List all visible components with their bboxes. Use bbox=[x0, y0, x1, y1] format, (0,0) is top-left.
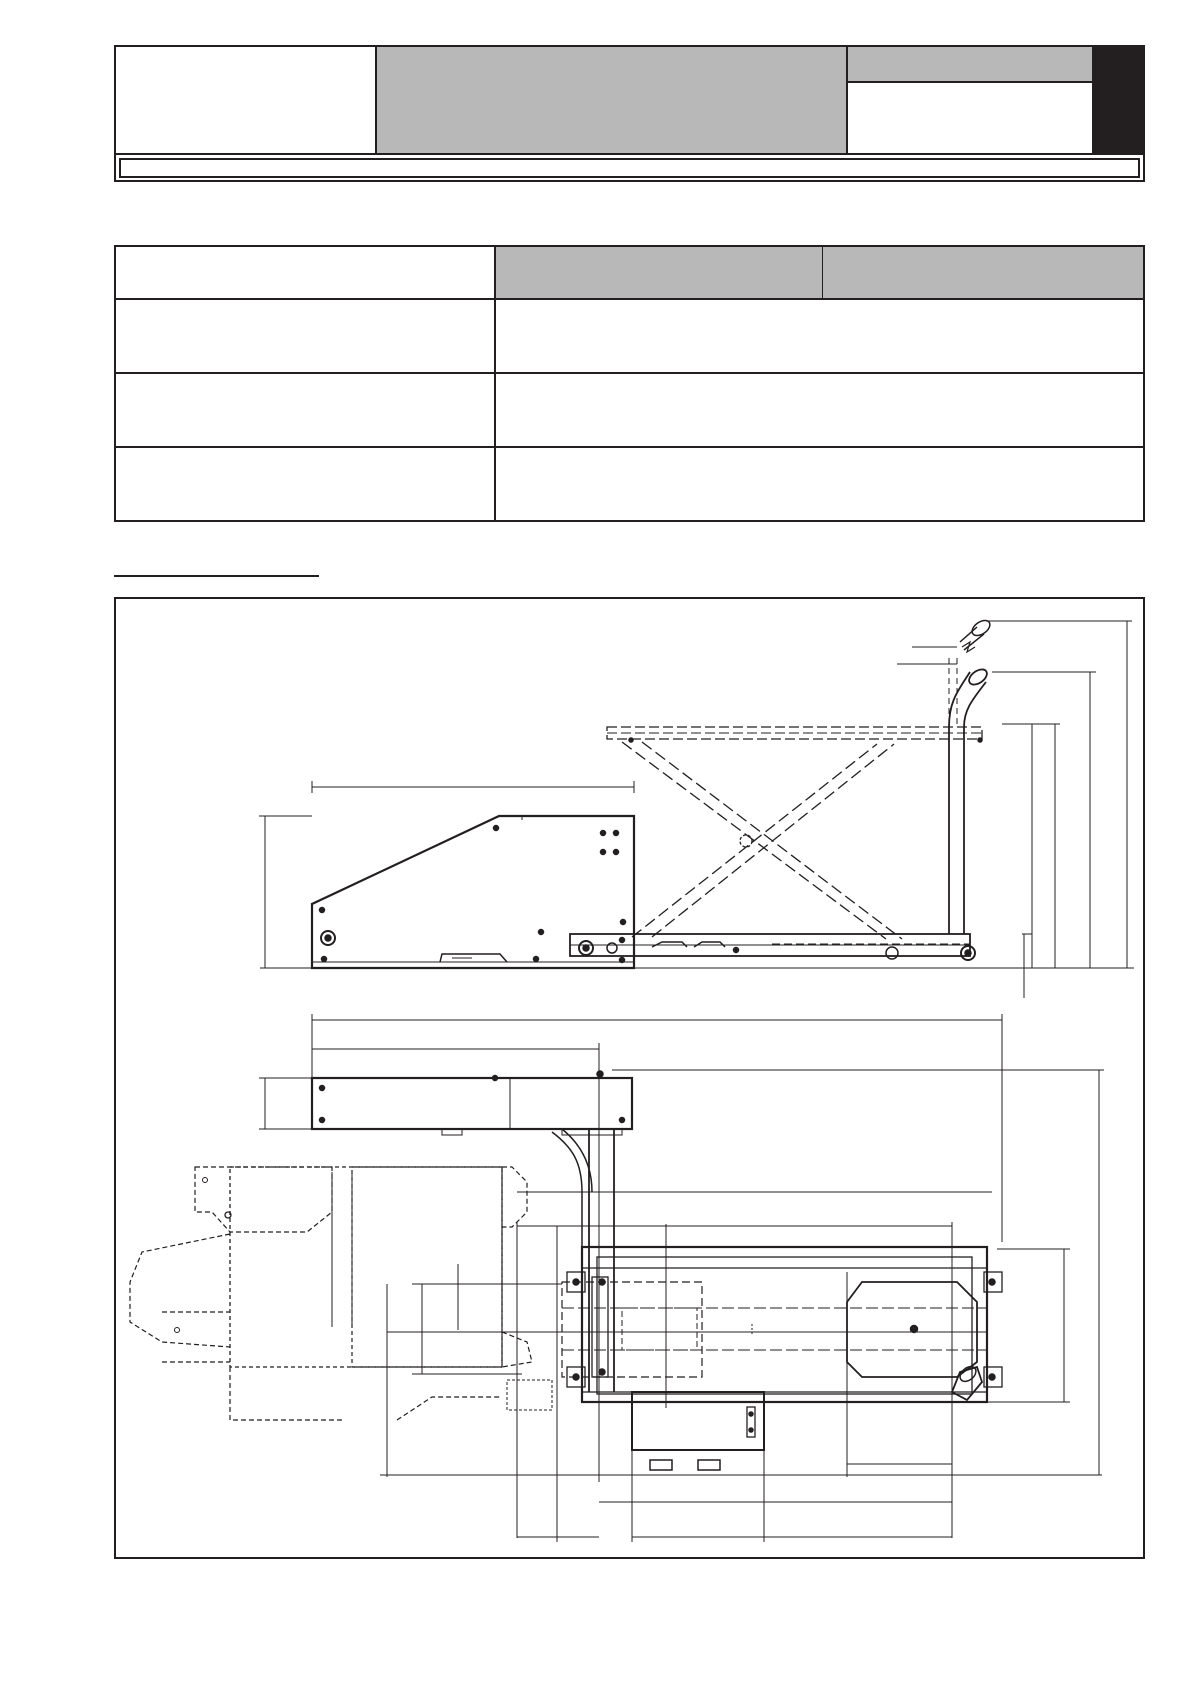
header-strip bbox=[119, 158, 1140, 178]
spec-row-value bbox=[496, 448, 1143, 522]
section-underline bbox=[114, 575, 319, 577]
section-title bbox=[114, 555, 319, 577]
technical-drawing bbox=[116, 599, 1143, 1557]
spec-table-header-col-1 bbox=[496, 247, 823, 300]
spec-table-header-col-2 bbox=[823, 247, 1143, 300]
top-view bbox=[130, 1014, 1104, 1542]
header-left-cell bbox=[116, 47, 377, 153]
header-black-tab bbox=[1092, 47, 1143, 153]
control-box-top bbox=[632, 1392, 764, 1450]
header-divider bbox=[116, 153, 1143, 155]
dashed-footprint bbox=[230, 1167, 502, 1367]
header-right-bottom-cell bbox=[848, 83, 1092, 153]
spec-row-value bbox=[496, 300, 1143, 374]
spec-table-header-label bbox=[116, 247, 496, 300]
side-view bbox=[259, 617, 1134, 998]
spec-row-label bbox=[116, 300, 496, 374]
spec-row-value bbox=[496, 374, 1143, 448]
housing-top-outline bbox=[312, 1078, 632, 1129]
spec-row-label bbox=[116, 448, 496, 522]
spec-row-label bbox=[116, 374, 496, 448]
spec-table bbox=[114, 245, 1145, 522]
drawing-frame bbox=[114, 597, 1145, 1559]
document-header bbox=[114, 45, 1145, 182]
base-frame-top bbox=[582, 1247, 987, 1402]
header-right-top-cell bbox=[848, 47, 1092, 83]
header-title-cell bbox=[377, 47, 848, 153]
